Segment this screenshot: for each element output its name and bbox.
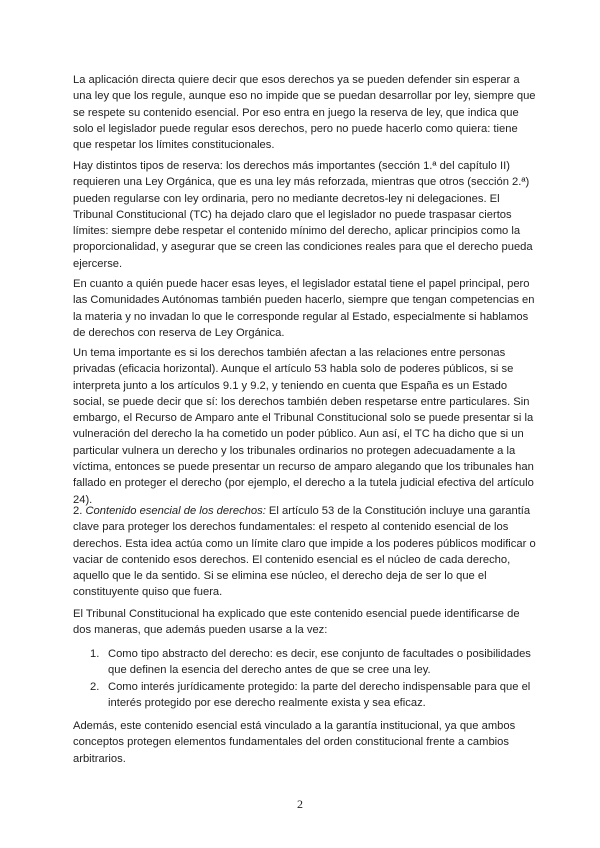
numbered-list	[90, 646, 540, 711]
page-number: 2	[297, 797, 303, 811]
section-number: 2.	[73, 505, 86, 517]
list-item-text: Como interés jurídicamente protegido: la parte del derecho indispensable para que el interés protegido por ese derecho realmente exista y sea eficaz.	[108, 680, 531, 709]
paragraph-direct-application: La aplicación directa quiere decir que esos derechos ya se pueden defender sin esperar a una ley que los regule, aunque eso no impide que se puedan desarrollar por ley, siempre que se respete su contenido esencial. Por eso entra en juego la reserva de ley, que indica que solo el legislador puede regular esos derechos, pero no puede hacerlo como quiera: tiene que respetar los límites constitucionales.	[73, 74, 536, 152]
list-item-number: 2.	[90, 680, 100, 693]
list-item	[90, 646, 540, 679]
paragraph-institutional-guarantee: Además, este contenido esencial está vinculado a la garantía institucional, ya que ambos conceptos protegen elementos fundamentales del orden constitucional frente a cambios arbitrarios.	[73, 720, 516, 765]
list-item-text: Como tipo abstracto del derecho: es decir, ese conjunto de facultades o posibilidades que definen la esencia del derecho antes de que se cree una ley.	[108, 648, 531, 677]
section-body: El artículo 53 de la Constitución incluye una garantía clave para proteger los derechos fundamentales: el respeto al contenido esencial de los derechos. Esta idea actúa como un límite claro que impide a los poderes públicos modificar o vaciar de contenido esos derechos. El contenido esencial es el núcleo de cada derecho, aquello que le da sentido. Si se elimina ese núcleo, el derecho deja de ser lo que el constituyente quiso que fuera.	[73, 505, 536, 599]
section-heading: Contenido esencial de los derechos:	[85, 505, 266, 517]
paragraph-two-ways: El Tribunal Constitucional ha explicado que este contenido esencial puede identificarse de dos maneras, que además pueden usarse a la vez:	[73, 608, 520, 637]
paragraph-reserve-types: Hay distintos tipos de reserva: los derechos más importantes (sección 1.ª del capítulo II) requieren una Ley Orgánica, que es una ley más reforzada, mientras que otros (sección 2.ª) pueden regularse con ley ordinaria, pero no mediante decretos-ley ni delegaciones. El Tribunal Constitucional (TC) ha dejado claro que el legislador no puede traspasar ciertos límites: siempre debe respetar el contenido mínimo del derecho, aplicar principios como la proporcionalidad, y asegurar que se creen las condiciones reales para que el derecho pueda ejercerse.	[73, 160, 533, 270]
paragraph-horizontal-efficacy: Un tema importante es si los derechos también afectan a las relaciones entre personas privadas (eficacia horizontal). Aunque el artículo 53 habla solo de poderes públicos, si se interpreta junto a los artículos 9.1 y 9.2, y teniendo en cuenta que España es un Estado social, se puede decir que sí: los derechos también deben respetarse entre particulares. Sin embargo, el Recurso de Amparo ante el Tribunal Constitucional solo se puede presentar si la vulneración del derecho la ha cometido un poder público. Aun así, el TC ha dicho que si un particular vulnera un derecho y los tribunales ordinarios no protegen adecuadamente a la víctima, entonces se puede presentar un recurso de amparo alegando que los tribunales han fallado en proteger el derecho (por ejemplo, el derecho a la tutela judicial efectiva del artículo 24).	[73, 347, 534, 506]
paragraph-essential-content	[73, 503, 537, 601]
paragraph-legislators: En cuanto a quién puede hacer esas leyes, el legislador estatal tiene el papel principal, pero las Comunidades Autónomas también pueden hacerlo, siempre que tengan competencias en la materia y no invadan lo que le corresponde regular al Estado, especialmente si hablamos de derechos con reserva de Ley Orgánica.	[73, 278, 535, 339]
list-item-number: 1.	[90, 648, 100, 660]
list-item	[90, 679, 540, 712]
